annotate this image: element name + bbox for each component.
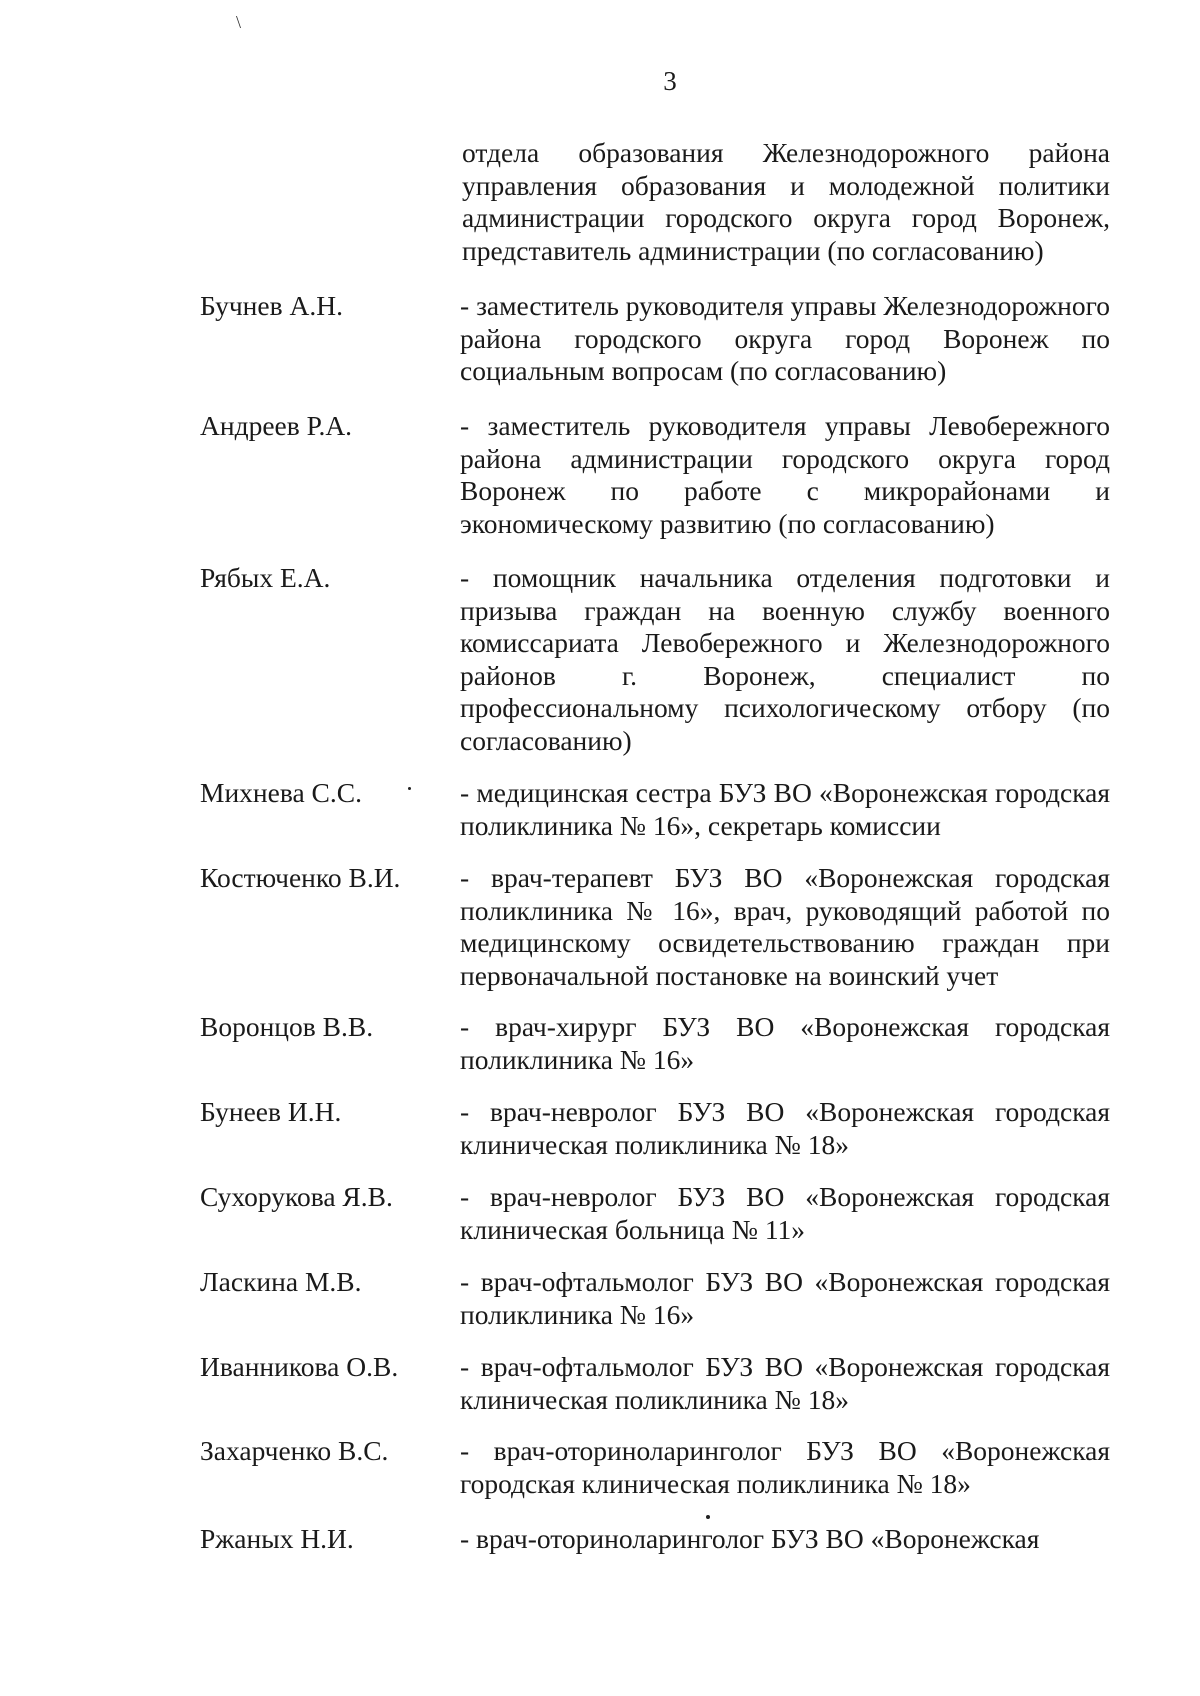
member-role: - врач-офтальмолог БУЗ ВО «Воронежская городская клиническая поликлиника № 18» [460, 1351, 1110, 1415]
member-name: Ласкина М.В. [200, 1266, 362, 1297]
scan-speck [408, 787, 411, 790]
member-name: Рябых Е.А. [200, 562, 331, 593]
scan-mark: \ [236, 12, 242, 32]
member-role: - врач-невролог БУЗ ВО «Воронежская городская клиническая поликлиника № 18» [460, 1096, 1110, 1160]
member-name: Сухорукова Я.В. [200, 1181, 393, 1212]
member-role: - заместитель руководителя управы Железнодорожного района городского округа город Воронеж по социальным вопросам (по согласованию) [460, 290, 1110, 386]
member-role: - врач-оториноларинголог БУЗ ВО «Воронежская городская клиническая поликлиника № 18» [460, 1435, 1110, 1499]
member-name: Захарченко В.С. [200, 1435, 389, 1466]
member-role: - врач-офтальмолог БУЗ ВО «Воронежская городская поликлиника № 16» [460, 1266, 1110, 1330]
page-number: 3 [663, 66, 677, 96]
member-name: Бучнев А.Н. [200, 290, 343, 321]
member-name: Андреев Р.А. [200, 410, 353, 441]
member-name: Бунеев И.Н. [200, 1096, 342, 1127]
member-name: Михнева С.С. [200, 777, 362, 808]
member-role: - заместитель руководителя управы Левобережного района администрации городского округа город Воронеж по работе с микрорайонами и экономическому развитию (по согласованию) [460, 410, 1110, 539]
member-name: Ржаных Н.И. [200, 1523, 354, 1554]
member-role: - врач-невролог БУЗ ВО «Воронежская городская клиническая больница № 11» [460, 1181, 1110, 1245]
member-name: Костюченко В.И. [200, 862, 401, 893]
member-role: - врач-терапевт БУЗ ВО «Воронежская городская поликлиника № 16», врач, руководящий работой по медицинскому освидетельствованию граждан при первоначальной постановке на воинский учет [460, 862, 1110, 991]
continued-role-text: отдела образования Железнодорожного района управления образования и молодежной политики администрации городского округа город Воронеж, представитель администрации (по согласованию) [462, 137, 1110, 266]
member-role: - врач-оториноларинголог БУЗ ВО «Воронежская [460, 1523, 1040, 1554]
scan-speck [706, 1515, 710, 1519]
member-name: Воронцов В.В. [200, 1011, 374, 1042]
member-name: Иванникова О.В. [200, 1351, 399, 1382]
member-role: - помощник начальника отделения подготовки и призыва граждан на военную службу военного комиссариата Левобережного и Железнодорожного районов г. Воронеж, специалист по профессиональному психологическому отбору (по согласованию) [460, 562, 1110, 756]
member-role: - медицинская сестра БУЗ ВО «Воронежская городская поликлиника № 16», секретарь комиссии [460, 777, 1110, 841]
member-role: - врач-хирург БУЗ ВО «Воронежская городская поликлиника № 16» [460, 1011, 1110, 1075]
